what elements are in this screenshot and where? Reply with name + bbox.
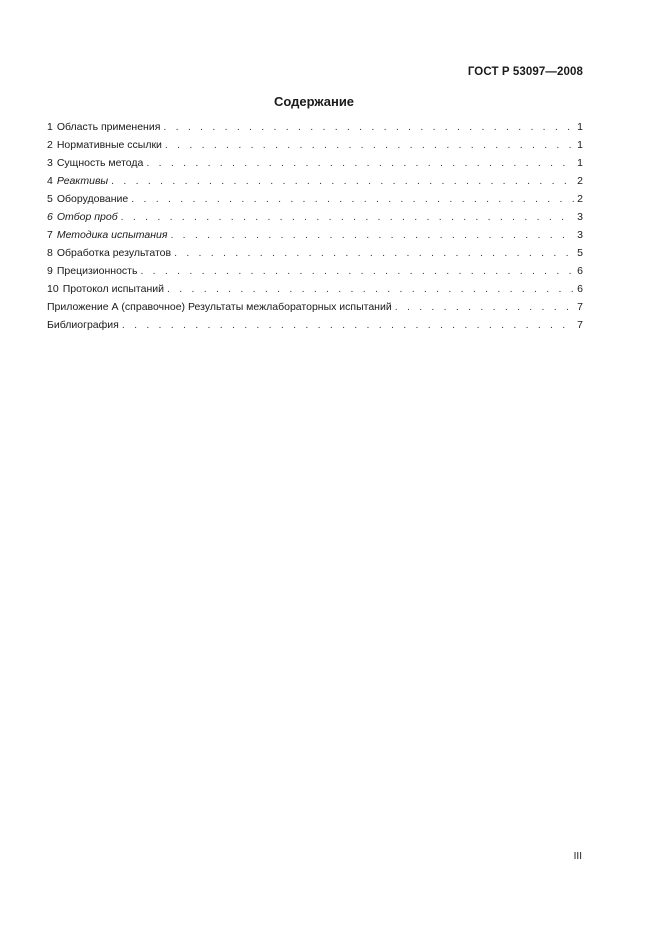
- toc-entry-number: 2: [47, 139, 53, 151]
- toc-entry-label: [47, 298, 392, 316]
- toc-entry-number: 1: [47, 121, 53, 133]
- toc-entry-title: Протокол испытаний: [62, 283, 164, 295]
- toc-leader-dots: [174, 244, 574, 262]
- toc-entry-page: 1: [577, 157, 583, 169]
- toc-entry-title: Сущность метода: [56, 157, 144, 169]
- toc-entry-label: [47, 316, 119, 334]
- toc-entry-number: 3: [47, 157, 53, 169]
- toc-entry-test-report[interactable]: [47, 280, 583, 298]
- toc-entry-label: [47, 280, 164, 298]
- toc-entry-normative-references[interactable]: [47, 136, 583, 154]
- toc-entry-title: Библиография: [47, 319, 119, 331]
- toc-entry-label: [47, 136, 162, 154]
- toc-entry-bibliography[interactable]: [47, 316, 583, 334]
- document-code: ГОСТ Р 53097—2008: [467, 66, 583, 78]
- toc-leader-dots: [111, 172, 574, 190]
- toc-entry-page: 6: [577, 283, 583, 295]
- toc-entry-label: [47, 244, 171, 262]
- toc-entry-title: Нормативные ссылки: [56, 139, 162, 151]
- toc-entry-precision[interactable]: [47, 262, 583, 280]
- table-of-contents: [47, 118, 583, 334]
- toc-entry-results-processing[interactable]: [47, 244, 583, 262]
- toc-entry-title: Методика испытания: [56, 229, 168, 241]
- toc-entry-number: 4: [47, 175, 53, 187]
- toc-entry-title: Обработка результатов: [56, 247, 172, 259]
- toc-entry-reagents[interactable]: [47, 172, 583, 190]
- toc-entry-equipment[interactable]: [47, 190, 583, 208]
- toc-entry-page: 3: [577, 229, 583, 241]
- toc-entry-page: 2: [577, 175, 583, 187]
- toc-entry-label: [47, 172, 108, 190]
- toc-entry-label: [47, 118, 160, 136]
- toc-entry-number: 5: [47, 193, 53, 205]
- toc-entry-test-procedure[interactable]: [47, 226, 583, 244]
- toc-leader-dots: [140, 262, 574, 280]
- toc-entry-page: 2: [577, 193, 583, 205]
- toc-leader-dots: [122, 316, 574, 334]
- toc-entry-page: 7: [577, 301, 583, 313]
- toc-entry-label: [47, 208, 118, 226]
- toc-entry-title: Реактивы: [56, 175, 109, 187]
- toc-entry-page: 1: [577, 121, 583, 133]
- toc-entry-title: Прецизионность: [56, 265, 138, 277]
- toc-entry-page: 6: [577, 265, 583, 277]
- toc-entry-page: 5: [577, 247, 583, 259]
- toc-entry-number: 7: [47, 229, 53, 241]
- toc-entry-number: 9: [47, 265, 53, 277]
- toc-entry-label: [47, 226, 167, 244]
- toc-leader-dots: [146, 154, 574, 172]
- toc-leader-dots: [170, 226, 574, 244]
- page-number: III: [573, 851, 582, 862]
- toc-entry-number: 6: [47, 211, 53, 223]
- toc-entry-method-essence[interactable]: [47, 154, 583, 172]
- toc-entry-number: 8: [47, 247, 53, 259]
- toc-entry-title: Приложение А (справочное) Результаты межлабораторных испытаний: [47, 301, 392, 313]
- toc-leader-dots: [163, 118, 574, 136]
- toc-entry-title: Отбор проб: [56, 211, 118, 223]
- toc-entry-annex-a[interactable]: [47, 298, 583, 316]
- toc-entry-sampling[interactable]: [47, 208, 583, 226]
- toc-entry-number: 10: [47, 283, 59, 295]
- toc-leader-dots: [395, 298, 574, 316]
- toc-leader-dots: [121, 208, 575, 226]
- toc-entry-label: [47, 262, 137, 280]
- toc-leader-dots: [131, 190, 574, 208]
- toc-entry-page: 1: [577, 139, 583, 151]
- toc-entry-label: [47, 154, 143, 172]
- toc-entry-title: Область применения: [56, 121, 161, 133]
- toc-entry-scope[interactable]: [47, 118, 583, 136]
- contents-title: Содержание: [273, 94, 355, 109]
- toc-entry-label: [47, 190, 128, 208]
- toc-entry-page: 7: [577, 319, 583, 331]
- toc-leader-dots: [167, 280, 574, 298]
- toc-leader-dots: [165, 136, 574, 154]
- toc-entry-page: 3: [577, 211, 583, 223]
- toc-entry-title: Оборудование: [56, 193, 129, 205]
